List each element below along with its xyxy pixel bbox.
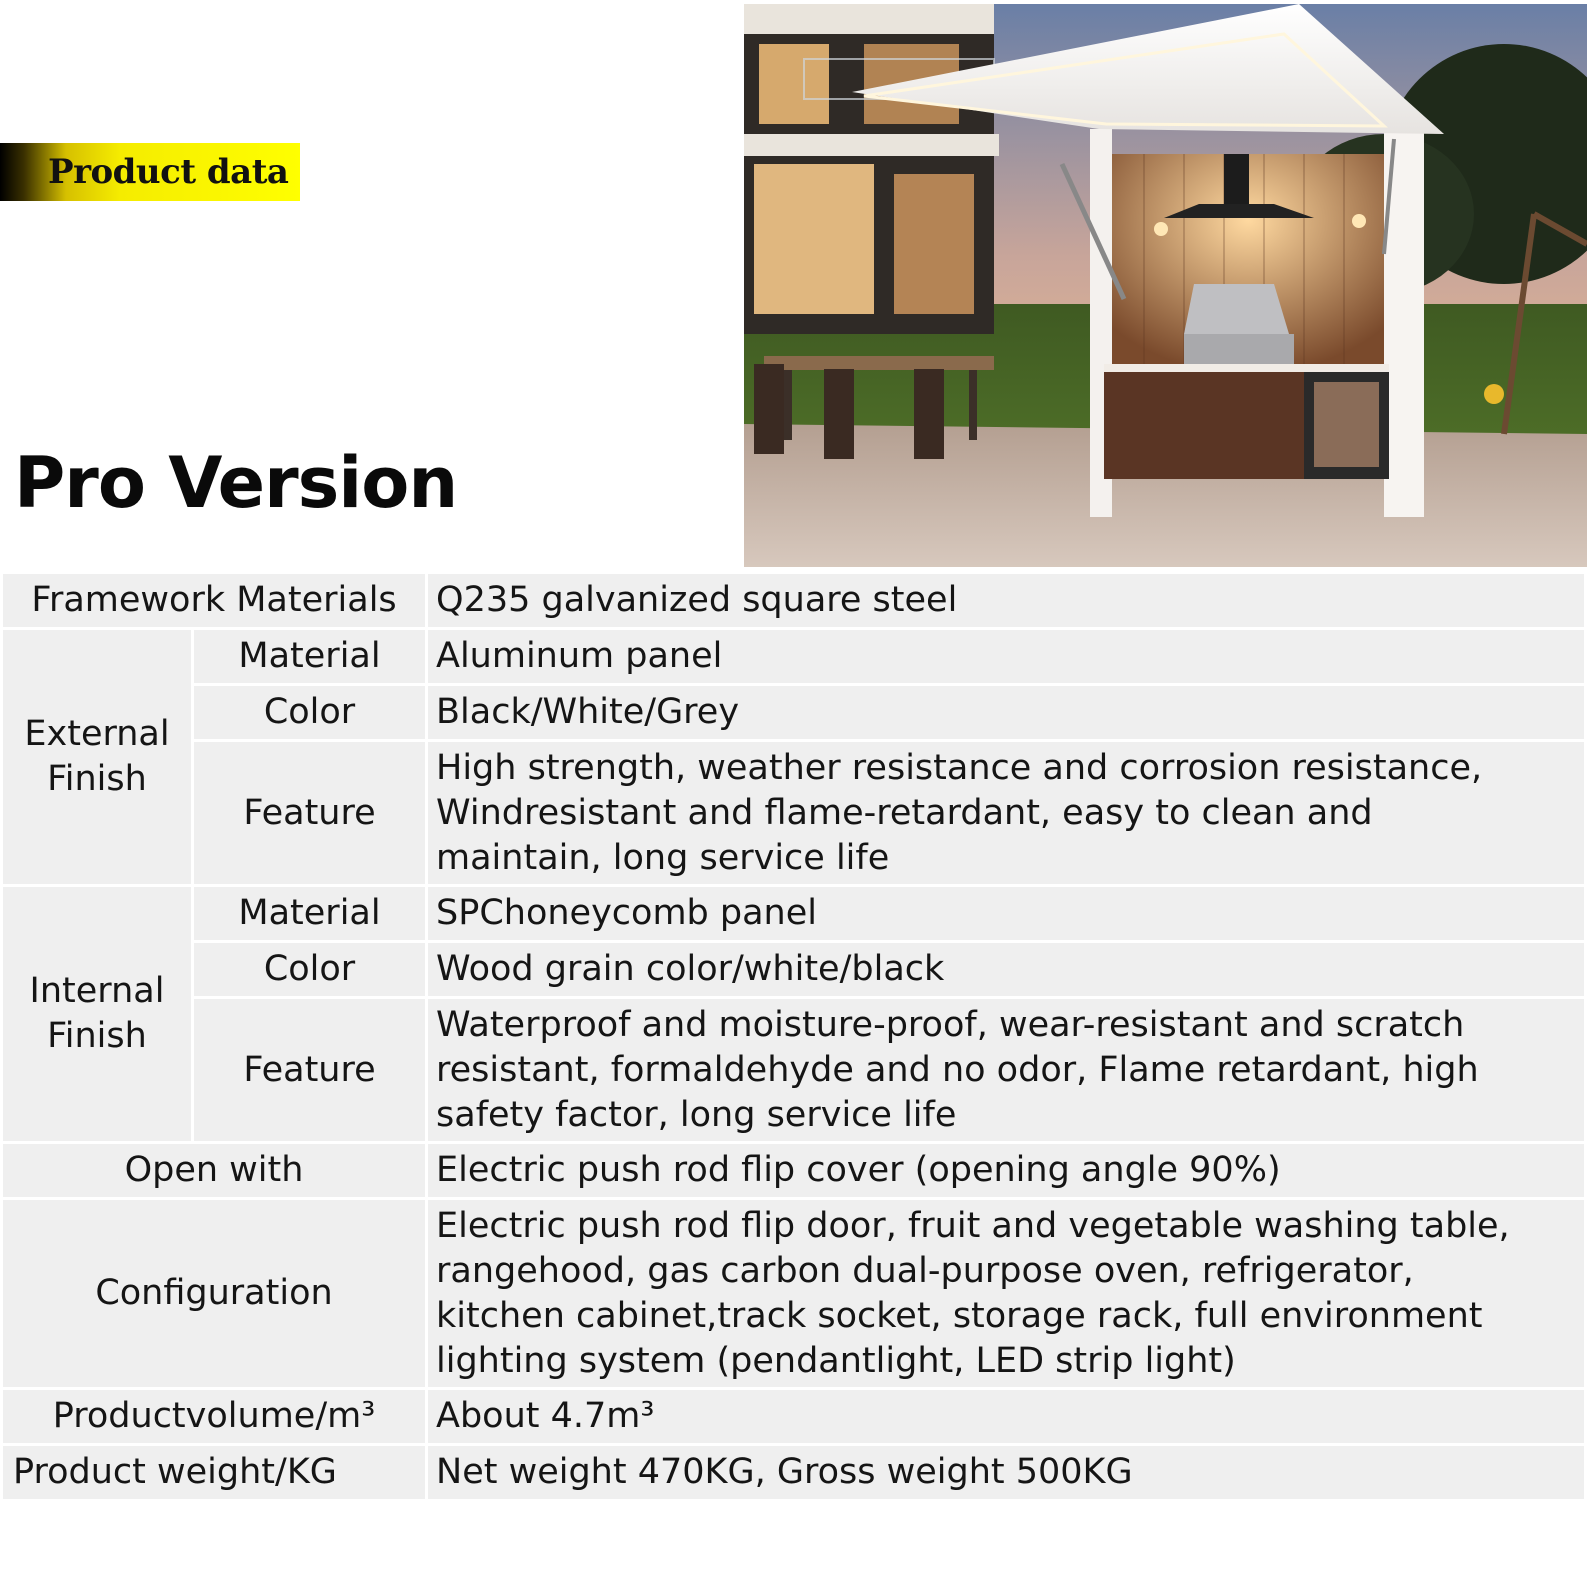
- open-with-label: Open with: [3, 1144, 425, 1197]
- external-finish-line2: Finish: [47, 759, 147, 799]
- table-row: [3, 742, 1584, 884]
- internal-finish-label: [3, 887, 191, 1141]
- configuration-line: Electric push rod flip door, fruit and vegetable washing table,: [436, 1205, 1510, 1246]
- internal-feature-label: Feature: [194, 999, 425, 1141]
- outdoor-kitchen-illustration: [744, 4, 1587, 567]
- configuration-value: [428, 1200, 1584, 1387]
- internal-feature-line: safety factor, long service life: [436, 1094, 957, 1135]
- external-feature-line: maintain, long service life: [436, 837, 890, 878]
- open-with-value: Electric push rod flip cover (opening angle 90%): [428, 1144, 1584, 1197]
- table-row: [3, 686, 1584, 739]
- badge-label: Product data: [48, 152, 289, 192]
- configuration-line: kitchen cabinet,track socket, storage rack, full environment: [436, 1295, 1483, 1336]
- spec-table: [0, 571, 1587, 1502]
- internal-finish-line1: Internal: [29, 971, 165, 1011]
- configuration-line: lighting system (pendantlight, LED strip light): [436, 1340, 1236, 1381]
- weight-label: Product weight/KG: [3, 1446, 425, 1499]
- internal-finish-line2: Finish: [47, 1016, 147, 1056]
- external-feature-label: Feature: [194, 742, 425, 884]
- internal-material-label: Material: [194, 887, 425, 940]
- volume-value: About 4.7m³: [428, 1390, 1584, 1443]
- external-feature-line: High strength, weather resistance and corrosion resistance,: [436, 747, 1483, 788]
- weight-value: Net weight 470KG, Gross weight 500KG: [428, 1446, 1584, 1499]
- table-row: [3, 887, 1584, 940]
- table-row: [3, 1200, 1584, 1387]
- table-row: [3, 999, 1584, 1141]
- internal-feature-value: [428, 999, 1584, 1141]
- external-feature-value: [428, 742, 1584, 884]
- internal-feature-line: Waterproof and moisture-proof, wear-resistant and scratch: [436, 1004, 1465, 1045]
- internal-material-value: SPChoneycomb panel: [428, 887, 1584, 940]
- product-data-badge: [0, 143, 300, 201]
- table-row: [3, 574, 1584, 627]
- internal-color-label: Color: [194, 943, 425, 996]
- page-title: Pro Version: [14, 442, 458, 524]
- configuration-line: rangehood, gas carbon dual-purpose oven, refrigerator,: [436, 1250, 1414, 1291]
- table-row: [3, 1446, 1584, 1499]
- table-row: [3, 1390, 1584, 1443]
- external-finish-line1: External: [24, 714, 170, 754]
- table-row: [3, 630, 1584, 683]
- table-row: [3, 943, 1584, 996]
- external-material-label: Material: [194, 630, 425, 683]
- external-color-value: Black/White/Grey: [428, 686, 1584, 739]
- internal-color-value: Wood grain color/white/black: [428, 943, 1584, 996]
- external-feature-line: Windresistant and flame-retardant, easy to clean and: [436, 792, 1373, 833]
- framework-value: Q235 galvanized square steel: [428, 574, 1584, 627]
- external-color-label: Color: [194, 686, 425, 739]
- product-photo: [744, 4, 1587, 567]
- internal-feature-line: resistant, formaldehyde and no odor, Flame retardant, high: [436, 1049, 1479, 1090]
- table-row: [3, 1144, 1584, 1197]
- external-material-value: Aluminum panel: [428, 630, 1584, 683]
- framework-label: Framework Materials: [3, 574, 425, 627]
- external-finish-label: [3, 630, 191, 884]
- configuration-label: Configuration: [3, 1200, 425, 1387]
- volume-label: Productvolume/m³: [3, 1390, 425, 1443]
